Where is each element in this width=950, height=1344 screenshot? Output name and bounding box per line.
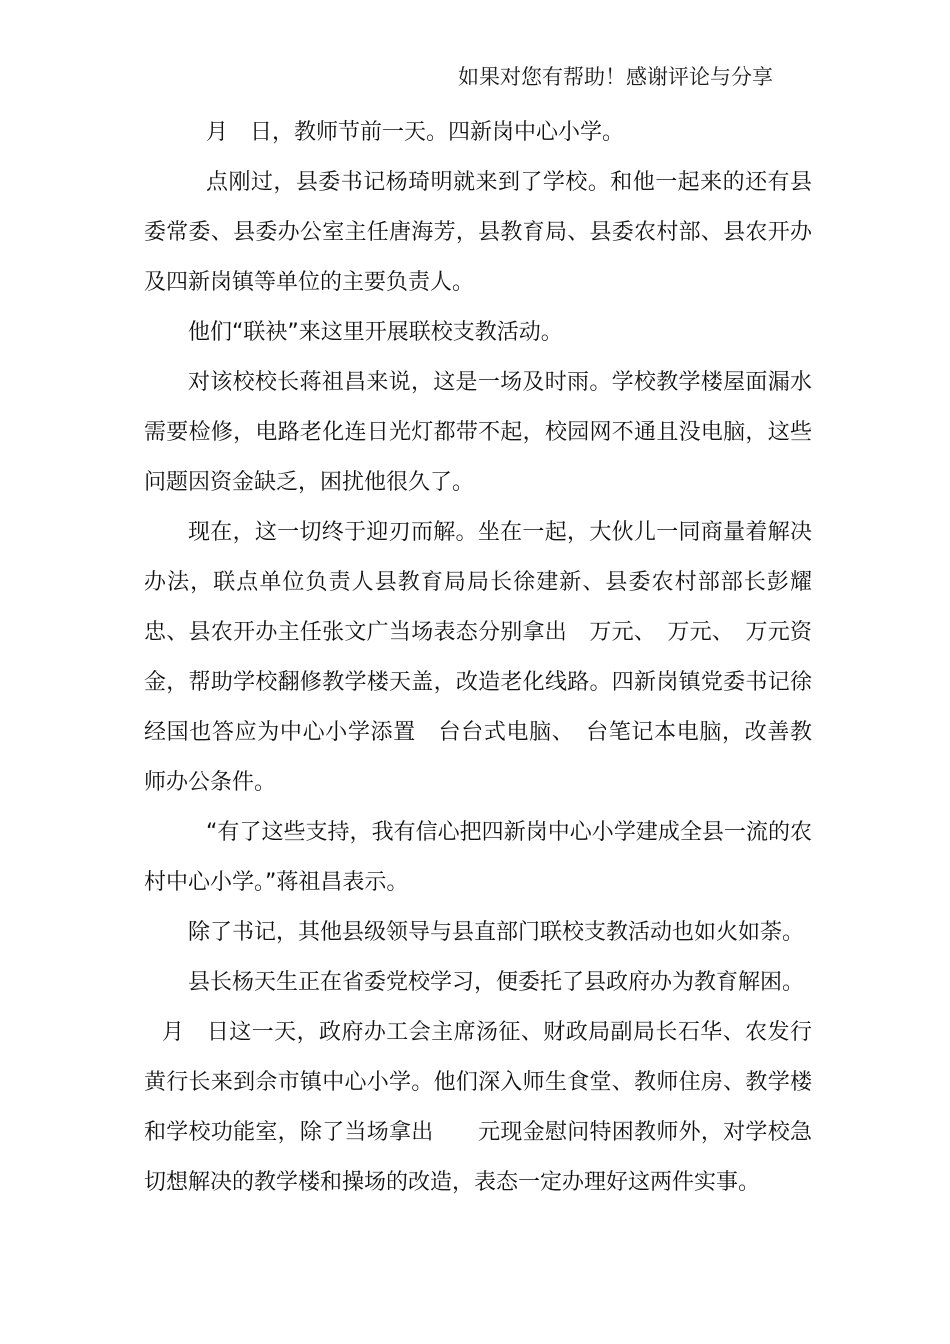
paragraph-quote: “有了这些支持，我有信心把四新岗中心小学建成全县一流的农村中心小学。”蒋祖昌表示。 — [144, 820, 812, 895]
paragraph-county-head: 县长杨天生正在省委党校学习，便委托了县政府办为教育解困。 — [188, 970, 805, 995]
paragraph-date: 月 日，教师节前一天。四新岗中心小学。 — [206, 120, 625, 145]
article-body — [144, 108, 812, 1208]
paragraph-solutions: 现在，这一切终于迎刃而解。坐在一起，大伙儿一同商量着解决办法，联点单位负责人县教育局局长徐建新、县委农村部部长彭耀忠、县农开办主任张文广当场表态分别拿出 万元、 万元、 万元资金，帮助学校翻修教学楼天盖，改造老化线路。四新岗镇党委书记徐经国也答应为中心小学添置 台台式电脑、 台笔记本电脑，改善教师办公条件。 — [144, 520, 812, 795]
paragraph-visit: 月 日这一天，政府办工会主席汤征、财政局副局长石华、农发行黄行长来到佘市镇中心小学。他们深入师生食堂、教师住房、教学楼和学校功能室，除了当场拿出 元现金慰问特困教师外，对学校急切想解决的教学楼和操场的改造，表态一定办理好这两件实事。 — [144, 1020, 812, 1195]
paragraph-principal-problems: 对该校校长蒋祖昌来说，这是一场及时雨。学校教学楼屋面漏水需要检修，电路老化连日光灯都带不起，校园网不通且没电脑，这些问题因资金缺乏，困扰他很久了。 — [144, 370, 812, 495]
paragraph-joint-activity: 他们“联袂”来这里开展联校支教活动。 — [188, 320, 563, 345]
paragraph-arrival: 点刚过，县委书记杨琦明就来到了学校。和他一起来的还有县委常委、县委办公室主任唐海芳，县教育局、县委农村部、县农开办及四新岗镇等单位的主要负责人。 — [144, 170, 812, 295]
paragraph-other-leaders: 除了书记，其他县级领导与县直部门联校支教活动也如火如荼。 — [188, 920, 805, 945]
header-note: 如果对您有帮助！感谢评论与分享 — [458, 65, 773, 89]
